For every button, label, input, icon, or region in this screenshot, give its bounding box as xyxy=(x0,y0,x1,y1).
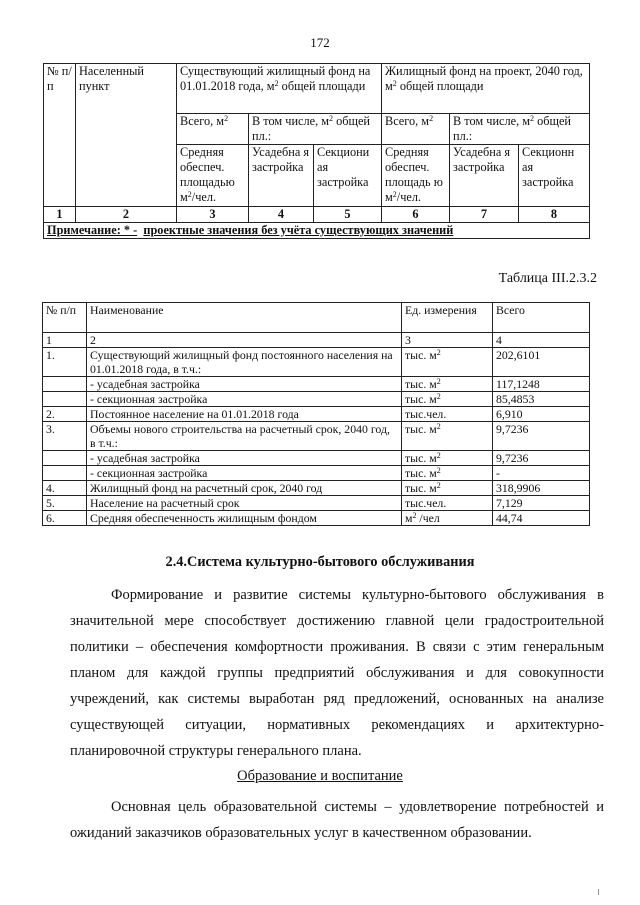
col-number: 2 xyxy=(76,207,177,223)
cell-unit: $м^2$ /чел xyxy=(402,511,493,526)
cell-num xyxy=(43,466,87,481)
cell-num: 5. xyxy=(43,496,87,511)
header-total-existing: Всего, $м^2$ xyxy=(177,114,249,145)
scan-mark xyxy=(598,889,599,895)
table-header-row xyxy=(43,303,590,333)
paragraph-line: учреждений, как системы выработан ряд предложений, основанных на анализе xyxy=(70,691,604,707)
cell-total: 9,7236 xyxy=(493,422,590,451)
paragraph-line: существующей ситуации, нормативных рекомендациях и архитектурно- xyxy=(70,717,604,733)
paragraph-line: Формирование и развитие системы культурно-бытового обслуживания в xyxy=(111,587,604,603)
col-number: 1 xyxy=(44,207,76,223)
housing-summary-table xyxy=(42,302,590,526)
paragraph-line: политики – обеспечения комфортности проживания. В связи с этим генеральным xyxy=(70,639,604,655)
subheading: Образование и воспитание xyxy=(237,768,403,784)
col-number: 6 xyxy=(382,207,450,223)
cell-unit: тыс. $м^2$ xyxy=(402,348,493,377)
cell-name: - усадебная застройка xyxy=(87,451,402,466)
cell-total: 7,129 xyxy=(493,496,590,511)
paragraph-line: значительной мере способствует достижению главной цели градостроительной xyxy=(70,613,604,629)
page-number: 172 xyxy=(310,35,330,50)
th-name: Наименование xyxy=(87,303,402,333)
table-row xyxy=(43,333,590,348)
cell-unit: тыс. $м^2$ xyxy=(402,422,493,451)
header-estate-project: Усадебна я застройка xyxy=(450,145,519,207)
cell-name: Средняя обеспеченность жилищным фондом xyxy=(87,511,402,526)
table-row xyxy=(43,407,590,422)
table-caption: Таблица III.2.3.2 xyxy=(498,271,597,286)
cell-total: 4 xyxy=(493,333,590,348)
cell-name: - секционная застройка xyxy=(87,392,402,407)
table-row xyxy=(43,451,590,466)
cell-unit: тыс. $м^2$ xyxy=(402,466,493,481)
table-row xyxy=(43,511,590,526)
cell-name: Объемы нового строительства на расчетный срок, 2040 год, в т.ч.: xyxy=(87,422,402,451)
table-row xyxy=(43,348,590,377)
col-number: 5 xyxy=(314,207,382,223)
cell-total: - xyxy=(493,466,590,481)
col-number: 4 xyxy=(249,207,314,223)
table-note: Примечание: * - проектные значения без учёта существующих значений xyxy=(44,223,590,239)
cell-unit: тыс. $м^2$ xyxy=(402,392,493,407)
header-including-existing: В том числе, $м^2$ общей пл.: xyxy=(249,114,382,145)
column-numbers-row xyxy=(44,207,590,223)
table-row xyxy=(43,496,590,511)
cell-name: - усадебная застройка xyxy=(87,377,402,392)
cell-total: 117,1248 xyxy=(493,377,590,392)
col-number: 8 xyxy=(519,207,590,223)
table-row xyxy=(43,481,590,496)
cell-unit: тыс.чел. xyxy=(402,496,493,511)
cell-num: 4. xyxy=(43,481,87,496)
col-number: 3 xyxy=(177,207,249,223)
header-total-project: Всего, $м^2$ xyxy=(382,114,450,145)
cell-name: Жилищный фонд на расчетный срок, 2040 год xyxy=(87,481,402,496)
cell-total: 6,910 xyxy=(493,407,590,422)
cell-name: - секционная застройка xyxy=(87,466,402,481)
header-section-project: Секционн ая застройка xyxy=(519,145,590,207)
th-unit: Ед. измерения xyxy=(402,303,493,333)
th-number: № п/п xyxy=(43,303,87,333)
header-section-existing: Секциони ая застройка xyxy=(314,145,382,207)
cell-num: 1. xyxy=(43,348,87,377)
cell-num: 3. xyxy=(43,422,87,451)
paragraph-line: планировочной структуры генерального плана. xyxy=(70,743,362,759)
th-total: Всего xyxy=(493,303,590,333)
cell-num: 6. xyxy=(43,511,87,526)
cell-unit: 3 xyxy=(402,333,493,348)
paragraph-line: ожиданий заказчиков образовательных услуг в качественном образовании. xyxy=(70,825,532,841)
cell-name: Постоянное население на 01.01.2018 года xyxy=(87,407,402,422)
cell-num xyxy=(43,451,87,466)
cell-total: 318,9906 xyxy=(493,481,590,496)
header-project-stock: Жилищный фонд на проект, 2040 год, $м^2$ общей площади xyxy=(382,64,590,114)
cell-unit: тыс.чел. xyxy=(402,407,493,422)
cell-unit: тыс. $м^2$ xyxy=(402,451,493,466)
header-settlement: Населенный пункт xyxy=(76,64,177,207)
table-row xyxy=(43,392,590,407)
cell-num: 1 xyxy=(43,333,87,348)
cell-name: Существующий жилищный фонд постоянного населения на 01.01.2018 года, в т.ч.: xyxy=(87,348,402,377)
housing-stock-table-header xyxy=(43,63,590,239)
paragraph-line: Основная цель образовательной системы – удовлетворение потребностей и xyxy=(111,799,604,815)
header-avg-existing: Средняя обеспеч. площадью $м^2$/чел. xyxy=(177,145,249,207)
header-avg-project: Средняя обеспеч. площадь ю $м^2$/чел. xyxy=(382,145,450,207)
cell-unit: тыс. $м^2$ xyxy=(402,377,493,392)
table-row xyxy=(43,422,590,451)
table-row xyxy=(43,377,590,392)
cell-total: 202,6101 xyxy=(493,348,590,377)
table-row xyxy=(43,466,590,481)
cell-name: 2 xyxy=(87,333,402,348)
header-estate-existing: Усадебна я застройка xyxy=(249,145,314,207)
cell-total: 85,4853 xyxy=(493,392,590,407)
col-number: 7 xyxy=(450,207,519,223)
cell-total: 44,74 xyxy=(493,511,590,526)
section-heading: 2.4.Система культурно-бытового обслуживания xyxy=(165,554,475,570)
cell-total: 9,7236 xyxy=(493,451,590,466)
header-existing-stock: Существующий жилищный фонд на 01.01.2018 года, $м^2$ общей площади xyxy=(177,64,382,114)
paragraph-line: планом для каждой группы предприятий обслуживания и для совокупности xyxy=(70,665,604,681)
cell-num xyxy=(43,377,87,392)
cell-num xyxy=(43,392,87,407)
header-including-project: В том числе, $м^2$ общей пл.: xyxy=(450,114,590,145)
cell-num: 2. xyxy=(43,407,87,422)
cell-unit: тыс. $м^2$ xyxy=(402,481,493,496)
cell-name: Население на расчетный срок xyxy=(87,496,402,511)
header-number: № п/п xyxy=(44,64,76,207)
